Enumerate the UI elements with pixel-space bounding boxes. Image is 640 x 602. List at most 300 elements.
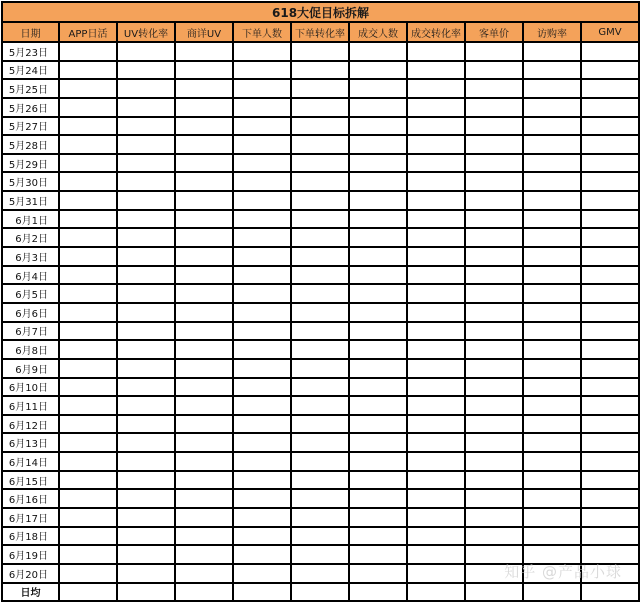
data-cell[interactable] [465,42,523,61]
column-header[interactable]: 下单转化率 [291,22,349,42]
date-cell[interactable]: 6月17日 [2,508,59,527]
summary-cell[interactable] [349,583,407,601]
data-cell[interactable] [465,191,523,210]
data-cell[interactable] [465,79,523,98]
summary-cell[interactable] [291,583,349,601]
data-cell[interactable] [407,452,465,471]
data-cell[interactable] [407,359,465,378]
data-cell[interactable] [349,210,407,229]
date-cell[interactable]: 6月5日 [2,284,59,303]
data-cell[interactable] [233,210,291,229]
data-cell[interactable] [117,471,175,490]
data-cell[interactable] [117,284,175,303]
date-cell[interactable]: 6月14日 [2,452,59,471]
data-cell[interactable] [233,303,291,322]
date-cell[interactable]: 6月19日 [2,545,59,564]
data-cell[interactable] [291,154,349,173]
data-cell[interactable] [349,154,407,173]
data-cell[interactable] [291,247,349,266]
data-cell[interactable] [523,471,581,490]
date-cell[interactable]: 5月23日 [2,42,59,61]
data-cell[interactable] [465,117,523,136]
data-cell[interactable] [291,303,349,322]
data-cell[interactable] [407,303,465,322]
data-cell[interactable] [233,42,291,61]
data-cell[interactable] [523,42,581,61]
data-cell[interactable] [581,322,639,341]
data-cell[interactable] [291,172,349,191]
data-cell[interactable] [233,508,291,527]
date-cell[interactable]: 5月31日 [2,191,59,210]
data-cell[interactable] [291,433,349,452]
column-header[interactable]: 成交转化率 [407,22,465,42]
data-cell[interactable] [349,98,407,117]
data-cell[interactable] [581,98,639,117]
date-cell[interactable]: 5月28日 [2,135,59,154]
data-cell[interactable] [117,210,175,229]
data-cell[interactable] [349,135,407,154]
data-cell[interactable] [291,545,349,564]
data-cell[interactable] [59,79,117,98]
data-cell[interactable] [291,471,349,490]
data-cell[interactable] [581,303,639,322]
data-cell[interactable] [581,135,639,154]
data-cell[interactable] [349,527,407,546]
data-cell[interactable] [291,191,349,210]
data-cell[interactable] [349,564,407,583]
data-cell[interactable] [175,117,233,136]
data-cell[interactable] [175,42,233,61]
summary-cell[interactable] [117,583,175,601]
data-cell[interactable] [59,471,117,490]
data-cell[interactable] [465,284,523,303]
column-header[interactable]: 下单人数 [233,22,291,42]
data-cell[interactable] [581,191,639,210]
data-cell[interactable] [465,210,523,229]
data-cell[interactable] [581,117,639,136]
data-cell[interactable] [175,210,233,229]
data-cell[interactable] [291,117,349,136]
data-cell[interactable] [523,61,581,80]
data-cell[interactable] [117,378,175,397]
data-cell[interactable] [175,396,233,415]
data-cell[interactable] [349,378,407,397]
data-cell[interactable] [465,154,523,173]
data-cell[interactable] [175,564,233,583]
column-header[interactable]: APP日活 [59,22,117,42]
column-header[interactable]: 成交人数 [349,22,407,42]
data-cell[interactable] [465,471,523,490]
data-cell[interactable] [349,340,407,359]
data-cell[interactable] [233,191,291,210]
data-cell[interactable] [175,322,233,341]
data-cell[interactable] [175,284,233,303]
data-cell[interactable] [407,284,465,303]
data-cell[interactable] [233,266,291,285]
data-cell[interactable] [407,396,465,415]
data-cell[interactable] [59,61,117,80]
data-cell[interactable] [349,303,407,322]
data-cell[interactable] [407,564,465,583]
data-cell[interactable] [59,117,117,136]
data-cell[interactable] [581,452,639,471]
data-cell[interactable] [581,228,639,247]
data-cell[interactable] [523,135,581,154]
data-cell[interactable] [523,489,581,508]
data-cell[interactable] [117,266,175,285]
data-cell[interactable] [117,527,175,546]
date-cell[interactable]: 5月29日 [2,154,59,173]
data-cell[interactable] [175,452,233,471]
data-cell[interactable] [581,359,639,378]
data-cell[interactable] [59,172,117,191]
data-cell[interactable] [581,471,639,490]
data-cell[interactable] [233,433,291,452]
data-cell[interactable] [233,98,291,117]
data-cell[interactable] [117,247,175,266]
data-cell[interactable] [233,415,291,434]
data-cell[interactable] [233,545,291,564]
data-cell[interactable] [117,322,175,341]
data-cell[interactable] [581,396,639,415]
data-cell[interactable] [59,154,117,173]
data-cell[interactable] [117,61,175,80]
data-cell[interactable] [117,359,175,378]
data-cell[interactable] [465,340,523,359]
data-cell[interactable] [59,284,117,303]
summary-cell[interactable] [465,583,523,601]
data-cell[interactable] [291,79,349,98]
data-cell[interactable] [291,508,349,527]
data-cell[interactable] [349,396,407,415]
date-cell[interactable]: 6月2日 [2,228,59,247]
data-cell[interactable] [407,228,465,247]
data-cell[interactable] [407,322,465,341]
summary-cell[interactable] [233,583,291,601]
data-cell[interactable] [117,79,175,98]
data-cell[interactable] [233,564,291,583]
summary-cell[interactable] [407,583,465,601]
data-cell[interactable] [523,452,581,471]
column-header[interactable]: 客单价 [465,22,523,42]
data-cell[interactable] [523,79,581,98]
data-cell[interactable] [523,247,581,266]
column-header[interactable]: UV转化率 [117,22,175,42]
data-cell[interactable] [291,135,349,154]
data-cell[interactable] [291,61,349,80]
date-cell[interactable]: 6月12日 [2,415,59,434]
date-cell[interactable]: 6月1日 [2,210,59,229]
data-cell[interactable] [175,228,233,247]
data-cell[interactable] [581,154,639,173]
data-cell[interactable] [407,340,465,359]
data-cell[interactable] [117,42,175,61]
data-cell[interactable] [175,378,233,397]
data-cell[interactable] [349,42,407,61]
data-cell[interactable] [233,247,291,266]
date-cell[interactable]: 5月27日 [2,117,59,136]
data-cell[interactable] [523,303,581,322]
data-cell[interactable] [407,545,465,564]
data-cell[interactable] [233,117,291,136]
data-cell[interactable] [523,322,581,341]
data-cell[interactable] [175,191,233,210]
data-cell[interactable] [407,508,465,527]
data-cell[interactable] [407,154,465,173]
data-cell[interactable] [523,210,581,229]
data-cell[interactable] [233,322,291,341]
data-cell[interactable] [349,191,407,210]
data-cell[interactable] [59,42,117,61]
data-cell[interactable] [349,266,407,285]
data-cell[interactable] [349,79,407,98]
data-cell[interactable] [175,154,233,173]
data-cell[interactable] [523,154,581,173]
data-cell[interactable] [407,210,465,229]
data-cell[interactable] [349,452,407,471]
data-cell[interactable] [59,396,117,415]
data-cell[interactable] [581,378,639,397]
data-cell[interactable] [465,433,523,452]
date-cell[interactable]: 6月4日 [2,266,59,285]
data-cell[interactable] [291,489,349,508]
data-cell[interactable] [349,545,407,564]
data-cell[interactable] [233,452,291,471]
data-cell[interactable] [117,98,175,117]
data-cell[interactable] [581,433,639,452]
data-cell[interactable] [291,359,349,378]
data-cell[interactable] [175,471,233,490]
column-header[interactable]: 访购率 [523,22,581,42]
data-cell[interactable] [523,172,581,191]
data-cell[interactable] [465,415,523,434]
data-cell[interactable] [465,396,523,415]
data-cell[interactable] [407,117,465,136]
data-cell[interactable] [175,266,233,285]
data-cell[interactable] [291,98,349,117]
data-cell[interactable] [523,228,581,247]
data-cell[interactable] [291,564,349,583]
data-cell[interactable] [175,415,233,434]
data-cell[interactable] [581,247,639,266]
data-cell[interactable] [175,508,233,527]
date-cell[interactable]: 5月24日 [2,61,59,80]
data-cell[interactable] [465,489,523,508]
data-cell[interactable] [349,471,407,490]
data-cell[interactable] [117,303,175,322]
data-cell[interactable] [523,359,581,378]
date-cell[interactable]: 5月30日 [2,172,59,191]
data-cell[interactable] [407,98,465,117]
data-cell[interactable] [407,266,465,285]
data-cell[interactable] [175,98,233,117]
column-header[interactable]: 商详UV [175,22,233,42]
data-cell[interactable] [117,433,175,452]
date-cell[interactable]: 6月8日 [2,340,59,359]
data-cell[interactable] [291,322,349,341]
data-cell[interactable] [465,378,523,397]
summary-label-cell[interactable]: 日均 [2,583,59,601]
date-cell[interactable]: 5月25日 [2,79,59,98]
data-cell[interactable] [581,340,639,359]
data-cell[interactable] [465,303,523,322]
data-cell[interactable] [523,191,581,210]
data-cell[interactable] [523,527,581,546]
data-cell[interactable] [407,191,465,210]
data-cell[interactable] [233,61,291,80]
data-cell[interactable] [349,228,407,247]
date-cell[interactable]: 6月3日 [2,247,59,266]
data-cell[interactable] [349,359,407,378]
data-cell[interactable] [349,415,407,434]
data-cell[interactable] [407,415,465,434]
data-cell[interactable] [465,135,523,154]
data-cell[interactable] [349,117,407,136]
data-cell[interactable] [523,415,581,434]
data-cell[interactable] [117,489,175,508]
data-cell[interactable] [407,135,465,154]
data-cell[interactable] [175,340,233,359]
data-cell[interactable] [233,172,291,191]
data-cell[interactable] [117,154,175,173]
data-cell[interactable] [465,61,523,80]
data-cell[interactable] [233,135,291,154]
data-cell[interactable] [523,284,581,303]
data-cell[interactable] [175,303,233,322]
date-cell[interactable]: 6月18日 [2,527,59,546]
data-cell[interactable] [59,247,117,266]
data-cell[interactable] [233,471,291,490]
data-cell[interactable] [581,508,639,527]
data-cell[interactable] [117,135,175,154]
data-cell[interactable] [117,340,175,359]
date-cell[interactable]: 6月13日 [2,433,59,452]
data-cell[interactable] [233,378,291,397]
data-cell[interactable] [407,79,465,98]
column-header[interactable]: 日期 [2,22,59,42]
data-cell[interactable] [465,228,523,247]
data-cell[interactable] [117,545,175,564]
data-cell[interactable] [233,489,291,508]
data-cell[interactable] [581,79,639,98]
data-cell[interactable] [407,172,465,191]
data-cell[interactable] [581,284,639,303]
data-cell[interactable] [523,433,581,452]
data-cell[interactable] [117,564,175,583]
data-cell[interactable] [59,433,117,452]
data-cell[interactable] [117,172,175,191]
data-cell[interactable] [175,61,233,80]
data-cell[interactable] [465,98,523,117]
data-cell[interactable] [291,415,349,434]
summary-cell[interactable] [59,583,117,601]
data-cell[interactable] [59,545,117,564]
data-cell[interactable] [175,247,233,266]
data-cell[interactable] [465,359,523,378]
data-cell[interactable] [59,210,117,229]
data-cell[interactable] [581,266,639,285]
data-cell[interactable] [233,79,291,98]
data-cell[interactable] [407,471,465,490]
data-cell[interactable] [465,247,523,266]
data-cell[interactable] [59,322,117,341]
data-cell[interactable] [59,564,117,583]
data-cell[interactable] [581,61,639,80]
data-cell[interactable] [233,359,291,378]
data-cell[interactable] [175,79,233,98]
data-cell[interactable] [59,228,117,247]
data-cell[interactable] [59,489,117,508]
data-cell[interactable] [581,42,639,61]
data-cell[interactable] [175,527,233,546]
data-cell[interactable] [291,340,349,359]
data-cell[interactable] [175,545,233,564]
data-cell[interactable] [407,247,465,266]
summary-cell[interactable] [581,583,639,601]
data-cell[interactable] [523,508,581,527]
data-cell[interactable] [59,452,117,471]
data-cell[interactable] [117,508,175,527]
data-cell[interactable] [349,322,407,341]
data-cell[interactable] [465,508,523,527]
data-cell[interactable] [465,452,523,471]
data-cell[interactable] [233,527,291,546]
data-cell[interactable] [175,135,233,154]
data-cell[interactable] [349,247,407,266]
data-cell[interactable] [349,489,407,508]
data-cell[interactable] [59,415,117,434]
data-cell[interactable] [465,172,523,191]
data-cell[interactable] [175,433,233,452]
data-cell[interactable] [407,61,465,80]
data-cell[interactable] [349,284,407,303]
data-cell[interactable] [59,135,117,154]
data-cell[interactable] [291,452,349,471]
data-cell[interactable] [465,266,523,285]
data-cell[interactable] [59,359,117,378]
data-cell[interactable] [59,508,117,527]
date-cell[interactable]: 6月9日 [2,359,59,378]
data-cell[interactable] [349,508,407,527]
data-cell[interactable] [233,396,291,415]
data-cell[interactable] [407,433,465,452]
data-cell[interactable] [349,61,407,80]
data-cell[interactable] [291,210,349,229]
date-cell[interactable]: 6月10日 [2,378,59,397]
sheet-title[interactable]: 618大促目标拆解 [2,2,639,22]
data-cell[interactable] [465,322,523,341]
data-cell[interactable] [233,228,291,247]
data-cell[interactable] [407,378,465,397]
date-cell[interactable]: 6月11日 [2,396,59,415]
data-cell[interactable] [523,396,581,415]
date-cell[interactable]: 6月15日 [2,471,59,490]
data-cell[interactable] [59,303,117,322]
data-cell[interactable] [117,228,175,247]
data-cell[interactable] [465,527,523,546]
data-cell[interactable] [59,98,117,117]
data-cell[interactable] [407,489,465,508]
data-cell[interactable] [291,228,349,247]
column-header[interactable]: GMV [581,22,639,42]
data-cell[interactable] [407,527,465,546]
data-cell[interactable] [349,433,407,452]
data-cell[interactable] [581,172,639,191]
data-cell[interactable] [291,378,349,397]
data-cell[interactable] [117,452,175,471]
data-cell[interactable] [291,266,349,285]
date-cell[interactable]: 6月16日 [2,489,59,508]
